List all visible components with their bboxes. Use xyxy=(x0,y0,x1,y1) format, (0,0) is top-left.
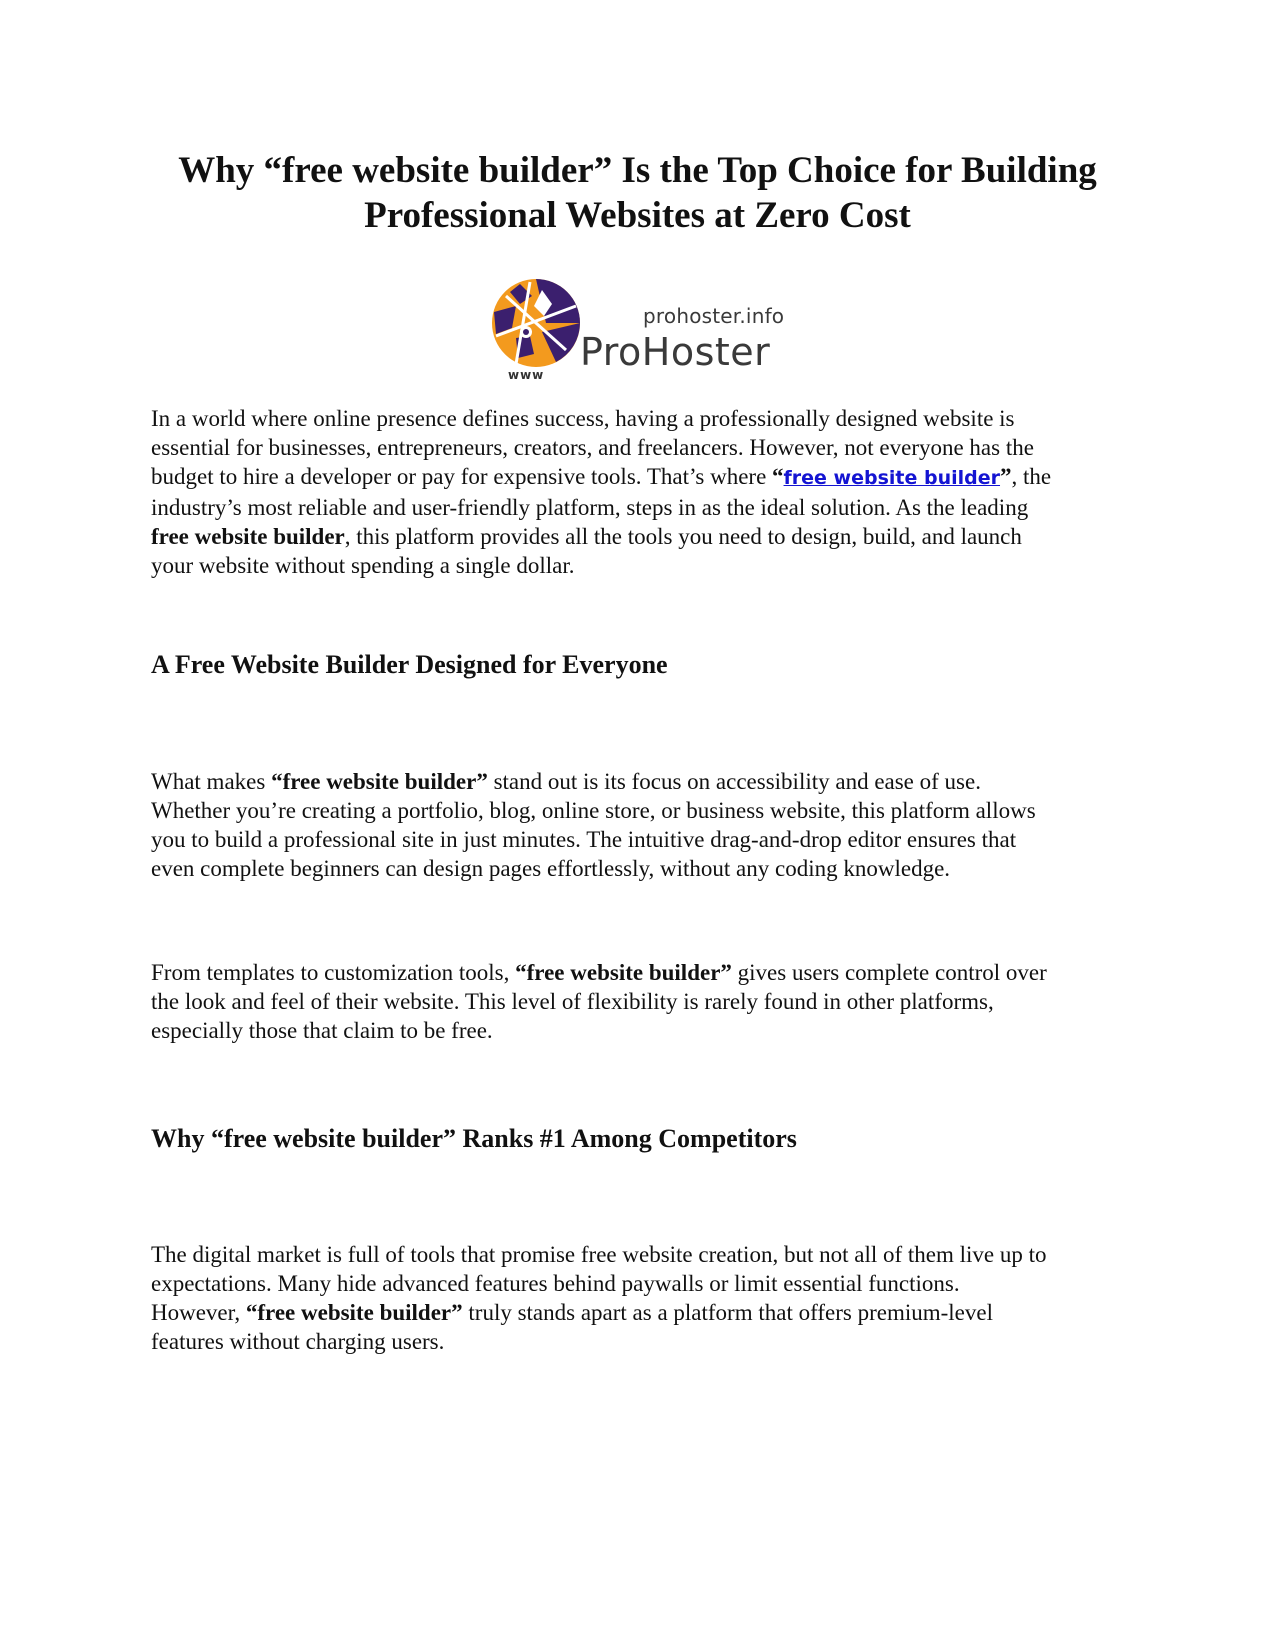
intro-line-5-text: , this platform provides all the tools you need to design, build, and launch xyxy=(344,524,1022,549)
section2-paragraph-1 xyxy=(151,1240,1141,1356)
free-website-builder-link[interactable]: free website builder xyxy=(783,467,1001,489)
logo-brand-name: ProHoster xyxy=(580,330,771,374)
title-line-2: Professional Websites at Zero Cost xyxy=(364,195,911,236)
open-quote: “ xyxy=(772,464,784,489)
intro-paragraph xyxy=(151,404,1141,580)
s1p1-line-1-text: What makes xyxy=(151,769,272,794)
intro-line-3 xyxy=(151,462,1141,493)
prohoster-logo xyxy=(486,276,786,391)
s1p1-line-2: Whether you’re creating a portfolio, blog, online store, or business website, this platform allows xyxy=(151,798,1036,823)
s1p1-line-1 xyxy=(151,767,1141,796)
logo-domain-text: prohoster.info xyxy=(643,304,785,328)
s1p2-line-1-text: From templates to customization tools, xyxy=(151,960,516,985)
s2p1-line-3-text: However, xyxy=(151,1300,246,1325)
title-line-1: Why “free website builder” Is the Top Choice for Building xyxy=(178,150,1097,191)
intro-line-3-tail: , the xyxy=(1011,464,1052,489)
section1-paragraph-2 xyxy=(151,958,1141,1045)
s2p1-line-3 xyxy=(151,1298,1141,1327)
s1p1-bold-term: “free website builder” xyxy=(271,769,488,794)
s1p1-line-1-tail: stand out is its focus on accessibility and ease of use. xyxy=(487,769,981,794)
s2p1-bold-term: “free website builder” xyxy=(245,1300,463,1325)
s2p1-line-2: expectations. Many hide advanced features behind paywalls or limit essential functions. xyxy=(151,1271,960,1296)
section-heading-1: A Free Website Builder Designed for Everyone xyxy=(151,650,668,679)
intro-line-1: In a world where online presence defines success, having a professionally designed website is xyxy=(151,406,1015,431)
s1p2-line-2: the look and feel of their website. This level of flexibility is rarely found in other platforms, xyxy=(151,989,994,1014)
s1p2-bold-term: “free website builder” xyxy=(515,960,732,985)
intro-bold-term: free website builder xyxy=(151,524,345,549)
section1-paragraph-1 xyxy=(151,767,1141,883)
s2p1-line-3-tail: truly stands apart as a platform that offers premium-level xyxy=(462,1300,993,1325)
s2p1-line-4: features without charging users. xyxy=(151,1329,445,1354)
logo-www-text: www xyxy=(508,368,545,382)
s1p2-line-1 xyxy=(151,958,1141,987)
intro-line-3-text: budget to hire a developer or pay for expensive tools. That’s where xyxy=(151,464,773,489)
s1p1-line-4: even complete beginners can design pages effortlessly, without any coding knowledge. xyxy=(151,856,951,881)
s1p2-line-1-tail: gives users complete control over xyxy=(731,960,1047,985)
intro-line-4: industry’s most reliable and user-friendly platform, steps in as the ideal solution. As the leading xyxy=(151,495,1029,520)
intro-line-5 xyxy=(151,522,1141,551)
intro-line-6: your website without spending a single dollar. xyxy=(151,553,575,578)
s2p1-line-1: The digital market is full of tools that promise free website creation, but not all of them live up to xyxy=(151,1242,1047,1267)
s1p2-line-3: especially those that claim to be free. xyxy=(151,1018,493,1043)
page-title xyxy=(100,148,1175,238)
s1p1-line-3: you to build a professional site in just minutes. The intuitive drag-and-drop editor ensures that xyxy=(151,827,1017,852)
section-heading-2: Why “free website builder” Ranks #1 Among Competitors xyxy=(151,1124,797,1153)
intro-line-2: essential for businesses, entrepreneurs, creators, and freelancers. However, not everyone has the xyxy=(151,435,1034,460)
close-quote: ” xyxy=(1000,464,1012,489)
